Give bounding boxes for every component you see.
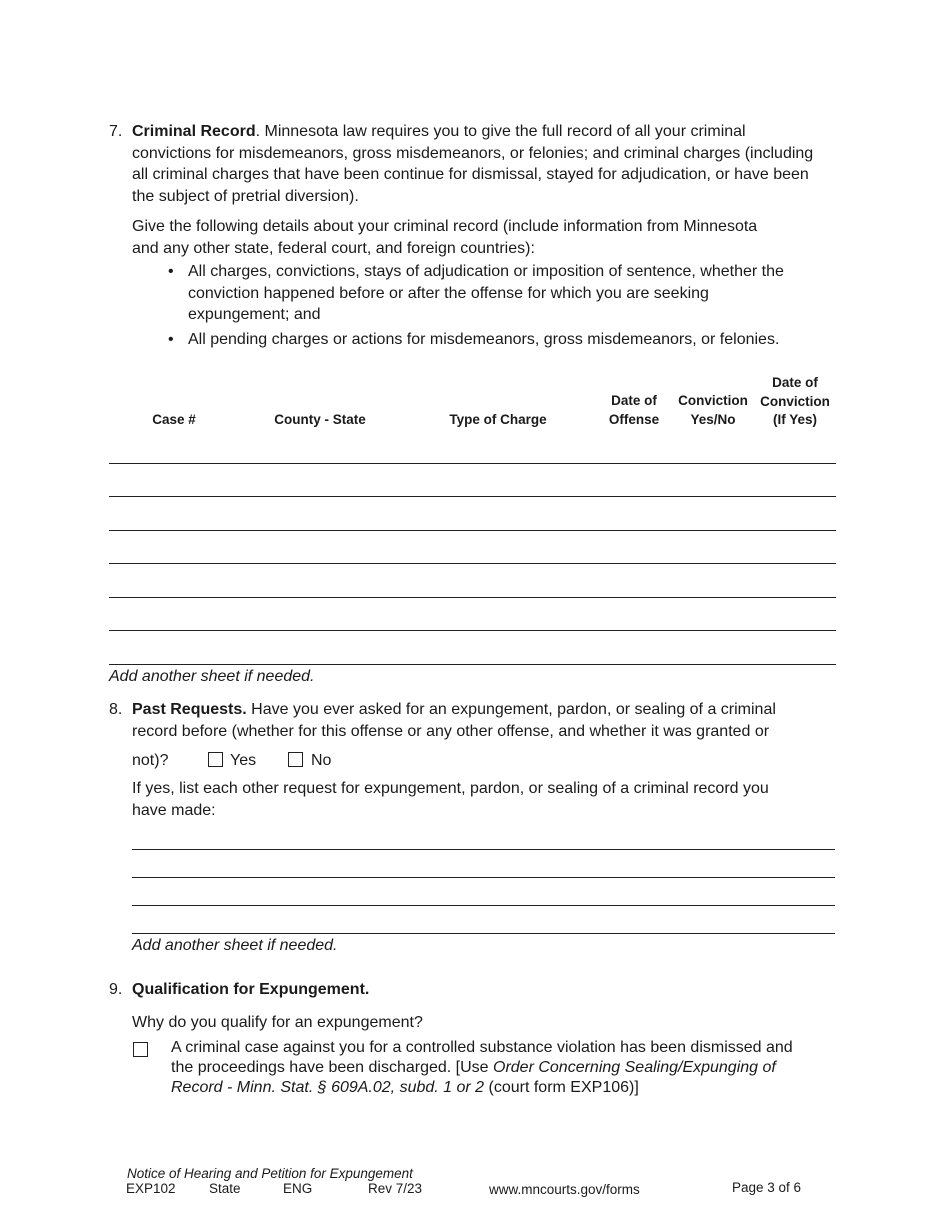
item-7-intro-line: all criminal charges that have been continue for dismissal, stayed for adjudication, or have been: [132, 166, 809, 183]
bullet-item: [188, 261, 838, 326]
footer-url[interactable]: www.mncourts.gov/forms: [489, 1182, 640, 1197]
option-line: A criminal case against you for a controlled substance violation has been dismissed and: [171, 1039, 793, 1056]
header-line: (If Yes): [772, 412, 818, 427]
header-conviction: [674, 392, 752, 429]
footer-form-code: EXP102: [126, 1181, 176, 1196]
no-checkbox[interactable]: [288, 752, 303, 767]
item-8-number: 8.: [109, 701, 123, 718]
header-line: Offense: [608, 411, 660, 427]
bullet-icon: •: [168, 263, 174, 280]
table-row-line[interactable]: [109, 563, 836, 564]
item-8-line2: record before (whether for this offense or any other offense, and whether it was granted or: [132, 722, 770, 740]
item-8-line3: not)?: [132, 752, 169, 769]
header-line: Conviction: [678, 393, 748, 408]
footer-jurisdiction: State: [209, 1181, 241, 1196]
bullet-icon: •: [168, 331, 174, 348]
item-8-if-yes: [132, 778, 842, 821]
item-9-number: 9.: [109, 981, 123, 998]
table-row-line[interactable]: [109, 530, 836, 531]
header-type-of-charge: Type of Charge: [449, 412, 547, 427]
table-row-line[interactable]: [109, 463, 836, 464]
bullet-line: expungement; and: [188, 306, 321, 323]
bullet-line: conviction happened before or after the offense for which you are seeking: [188, 284, 709, 302]
header-date-of-conviction: [756, 374, 834, 430]
item-7-details-line: Give the following details about your criminal record (include information from Minnesota: [132, 218, 758, 235]
table-row-line[interactable]: [109, 496, 836, 497]
if-yes-line: If yes, list each other request for expungement, pardon, or sealing of a criminal record you: [132, 780, 769, 797]
request-line[interactable]: [132, 849, 835, 850]
header-line: Date of: [611, 393, 657, 408]
footer-page-number: Page 3 of 6: [732, 1180, 802, 1195]
item-7-number: 7.: [109, 123, 123, 140]
footer-title-text: Notice of Hearing and Petition for Expungement: [127, 1166, 413, 1181]
request-line[interactable]: [132, 905, 835, 906]
header-county-state: County - State: [274, 412, 366, 427]
header-date-of-offense: [599, 392, 669, 429]
item-9-question: Why do you qualify for an expungement?: [132, 1014, 423, 1031]
item-7-intro: [132, 121, 842, 207]
bullet-item: [188, 329, 838, 351]
controlled-substance-option: [171, 1038, 836, 1098]
item-7-details: [132, 216, 842, 259]
footer-title: [127, 1166, 413, 1181]
bullet-line: All charges, convictions, stays of adjudication or imposition of sentence, whether the: [188, 263, 784, 280]
request-line[interactable]: [132, 877, 835, 878]
item-8-question: [132, 699, 842, 742]
table-row-line[interactable]: [109, 630, 836, 631]
header-case-number: Case #: [152, 412, 196, 427]
item-7-intro-line: convictions for misdemeanors, gross misdemeanors, or felonies; and criminal charges (including: [132, 144, 814, 162]
header-line: Conviction: [760, 393, 830, 409]
item-7-intro-line: the subject of pretrial diversion).: [132, 187, 359, 205]
request-line[interactable]: [132, 933, 835, 934]
option-line-italic: Record - Minn. Stat. § 609A.02, subd. 1 or 2: [171, 1079, 485, 1096]
table-row-line[interactable]: [109, 597, 836, 598]
item-9-heading-text: Qualification for Expungement.: [132, 981, 370, 998]
add-sheet-text: Add another sheet if needed.: [132, 937, 338, 954]
table-row-line[interactable]: [109, 664, 836, 665]
option-line: (court form EXP106)]: [484, 1079, 639, 1096]
if-yes-line: have made:: [132, 801, 216, 819]
item-8-heading: Past Requests.: [132, 701, 247, 718]
yes-label: Yes: [230, 752, 257, 769]
item-9-heading: [132, 979, 369, 1001]
option-line: the proceedings have been discharged. [Use: [171, 1059, 493, 1076]
item-7-heading: Criminal Record: [132, 123, 256, 140]
option-line-italic: Order Concerning Sealing/Expunging of: [493, 1059, 776, 1076]
bullet-line: All pending charges or actions for misdemeanors, gross misdemeanors, or felonies.: [188, 331, 780, 348]
item-7-details-line: and any other state, federal court, and foreign countries):: [132, 239, 535, 257]
yes-checkbox[interactable]: [208, 752, 223, 767]
item-7-intro-rest: . Minnesota law requires you to give the full record of all your criminal: [255, 123, 746, 140]
controlled-substance-checkbox[interactable]: [133, 1042, 148, 1057]
item-8-add-sheet-note: [132, 935, 338, 957]
item-7-add-sheet-note: [109, 666, 315, 688]
header-line: Yes/No: [690, 411, 736, 427]
footer-revision: Rev 7/23: [368, 1181, 423, 1196]
add-sheet-text: Add another sheet if needed.: [109, 668, 315, 685]
no-label: No: [311, 752, 332, 769]
footer-language: ENG: [283, 1181, 313, 1196]
header-line: Date of: [772, 375, 818, 390]
item-8-line1: Have you ever asked for an expungement, pardon, or sealing of a criminal: [246, 701, 776, 718]
